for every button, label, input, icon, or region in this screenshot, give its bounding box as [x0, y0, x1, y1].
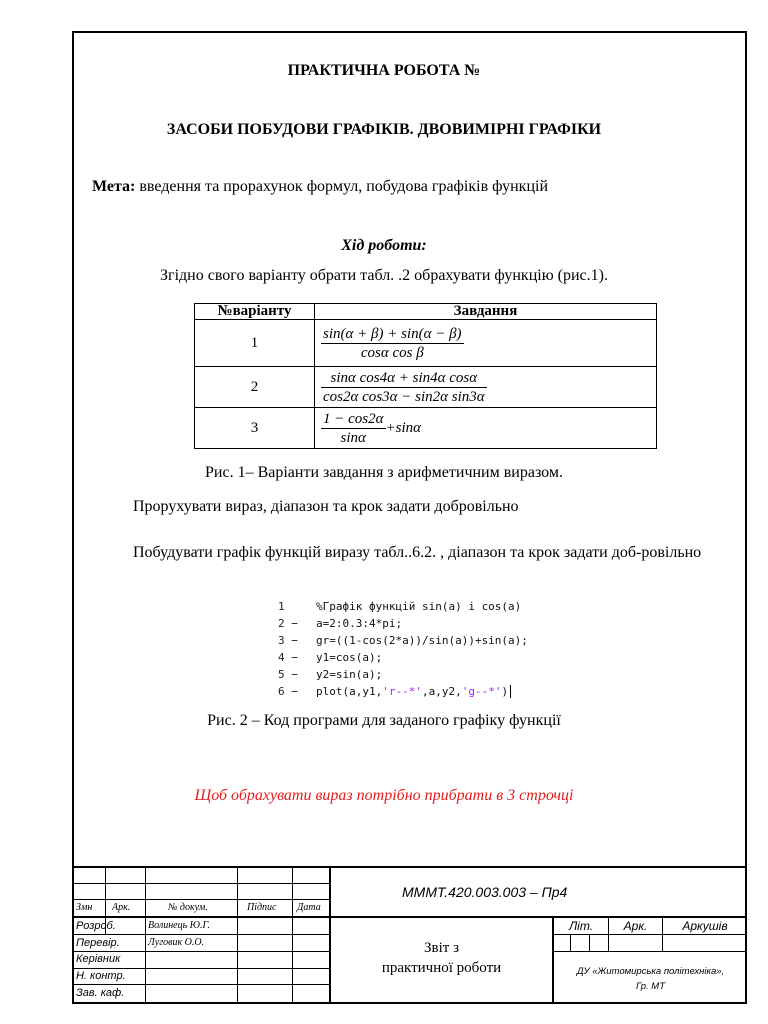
formula-fraction: [321, 325, 464, 362]
lit-label: Літ.: [568, 919, 594, 933]
line-number: 6 −: [278, 685, 298, 698]
figure-caption-1: Рис. 1– Варіанти завдання з арифметичним виразом.: [205, 464, 563, 481]
developer-name: Волинець Ю.Г.: [148, 920, 210, 931]
formula-denominator: cos2α cos3α − sin2α sin3α: [323, 388, 485, 405]
progress-heading: Хід роботи:: [341, 237, 427, 254]
line-number: 5 −: [278, 668, 298, 681]
code-line: [278, 632, 578, 649]
line-number: 4 −: [278, 651, 298, 664]
header-variant: №варіанту: [195, 304, 315, 320]
variants-table: [194, 303, 657, 449]
organization-line1: ДУ «Житомирська політехніка»,: [576, 966, 725, 977]
report-title-line2: практичної роботи: [381, 960, 502, 976]
table-header-row: [195, 304, 657, 320]
role-head-dept: Зав. каф.: [76, 987, 125, 999]
goal-text: введення та прорахунок формул, побудова графіків функцій: [135, 178, 549, 195]
sheets-label: Аркушів: [682, 919, 728, 933]
organization-line2: Гр. МТ: [635, 981, 666, 992]
code-line: [278, 683, 578, 700]
formula-numerator: 1 − cos2α: [323, 410, 384, 427]
goal-label: Мета:: [92, 178, 136, 195]
paragraph-plot: Побудувати графік функцій виразу табл..6.2. , діапазон та крок задати доб-ровільно: [133, 544, 702, 561]
code-text: a=2:0.3:4*pi;: [316, 617, 403, 630]
formula-denominator: cosα cos β: [360, 344, 424, 361]
role-developer: Розроб.: [76, 920, 116, 932]
header-doc: № докум.: [168, 902, 208, 913]
code-comment: %Графік функцій sin(a) і cos(a): [316, 600, 522, 613]
header-sign: Підпис: [247, 902, 277, 913]
role-checker: Перевір.: [76, 937, 120, 949]
code-text: plot(a,y1,'r--*',a,y2,'g--*'): [316, 683, 511, 700]
document-code: МММТ.420.003.003 – Пр4: [402, 884, 568, 900]
variant-expression: [315, 408, 657, 449]
code-text: y1=cos(a);: [316, 651, 383, 664]
title-block: [72, 866, 747, 1004]
role-supervisor: Керівник: [76, 953, 121, 965]
document-subtitle: ЗАСОБИ ПОБУДОВИ ГРАФІКІВ. ДВОВИМІРНІ ГРАФІКИ: [166, 121, 602, 138]
goal-paragraph: [92, 178, 548, 196]
code-line: [278, 649, 578, 666]
figure-caption-2: Рис. 2 – Код програми для заданого графіку функції: [207, 712, 561, 729]
formula-suffix: +sinα: [385, 419, 422, 436]
variant-expression: [315, 320, 657, 367]
code-text: y2=sin(a);: [316, 668, 383, 681]
header-date: Дата: [297, 902, 321, 913]
code-text: gr=((1-cos(2*a))/sin(a))+sin(a);: [316, 634, 528, 647]
header-ark: Арк.: [112, 902, 131, 913]
variant-number: 2: [195, 367, 315, 408]
variant-expression: [315, 367, 657, 408]
formula-numerator: sin(α + β) + sin(α − β): [323, 325, 462, 342]
code-line: [278, 615, 578, 632]
code-line: [278, 666, 578, 683]
page-frame: [72, 31, 747, 1004]
table-row: [195, 320, 657, 367]
table-row: [195, 367, 657, 408]
paragraph-compute: Прорухувати вираз, діапазон та крок задати добровільно: [133, 498, 519, 515]
variant-number: 3: [195, 408, 315, 449]
formula-numerator: sinα cos4α + sin4α cosα: [321, 369, 487, 388]
sheet-label: Арк.: [623, 919, 648, 933]
table-row: [195, 408, 657, 449]
role-norm-control: Н. контр.: [76, 970, 126, 982]
red-note: Щоб обрахувати вираз потрібно прибрати в 3 строчці: [194, 787, 574, 804]
code-listing: [278, 598, 578, 700]
document-title: ПРАКТИЧНА РОБОТА №: [287, 62, 481, 79]
code-line: [278, 598, 578, 615]
header-task: Завдання: [315, 304, 657, 320]
variant-number: 1: [195, 320, 315, 367]
report-title-line1: Звіт з: [424, 940, 459, 956]
line-number: 1: [278, 600, 285, 613]
formula-fraction: [321, 369, 487, 406]
checker-name: Луговик О.О.: [148, 937, 205, 948]
formula-fraction: [321, 410, 386, 447]
formula-denominator: sinα: [340, 429, 366, 446]
header-zmn: Змн: [76, 902, 93, 913]
line-number: 3 −: [278, 634, 298, 647]
intro-paragraph: Згідно свого варіанту обрати табл. .2 обрахувати функцію (рис.1).: [160, 267, 608, 284]
line-number: 2 −: [278, 617, 298, 630]
